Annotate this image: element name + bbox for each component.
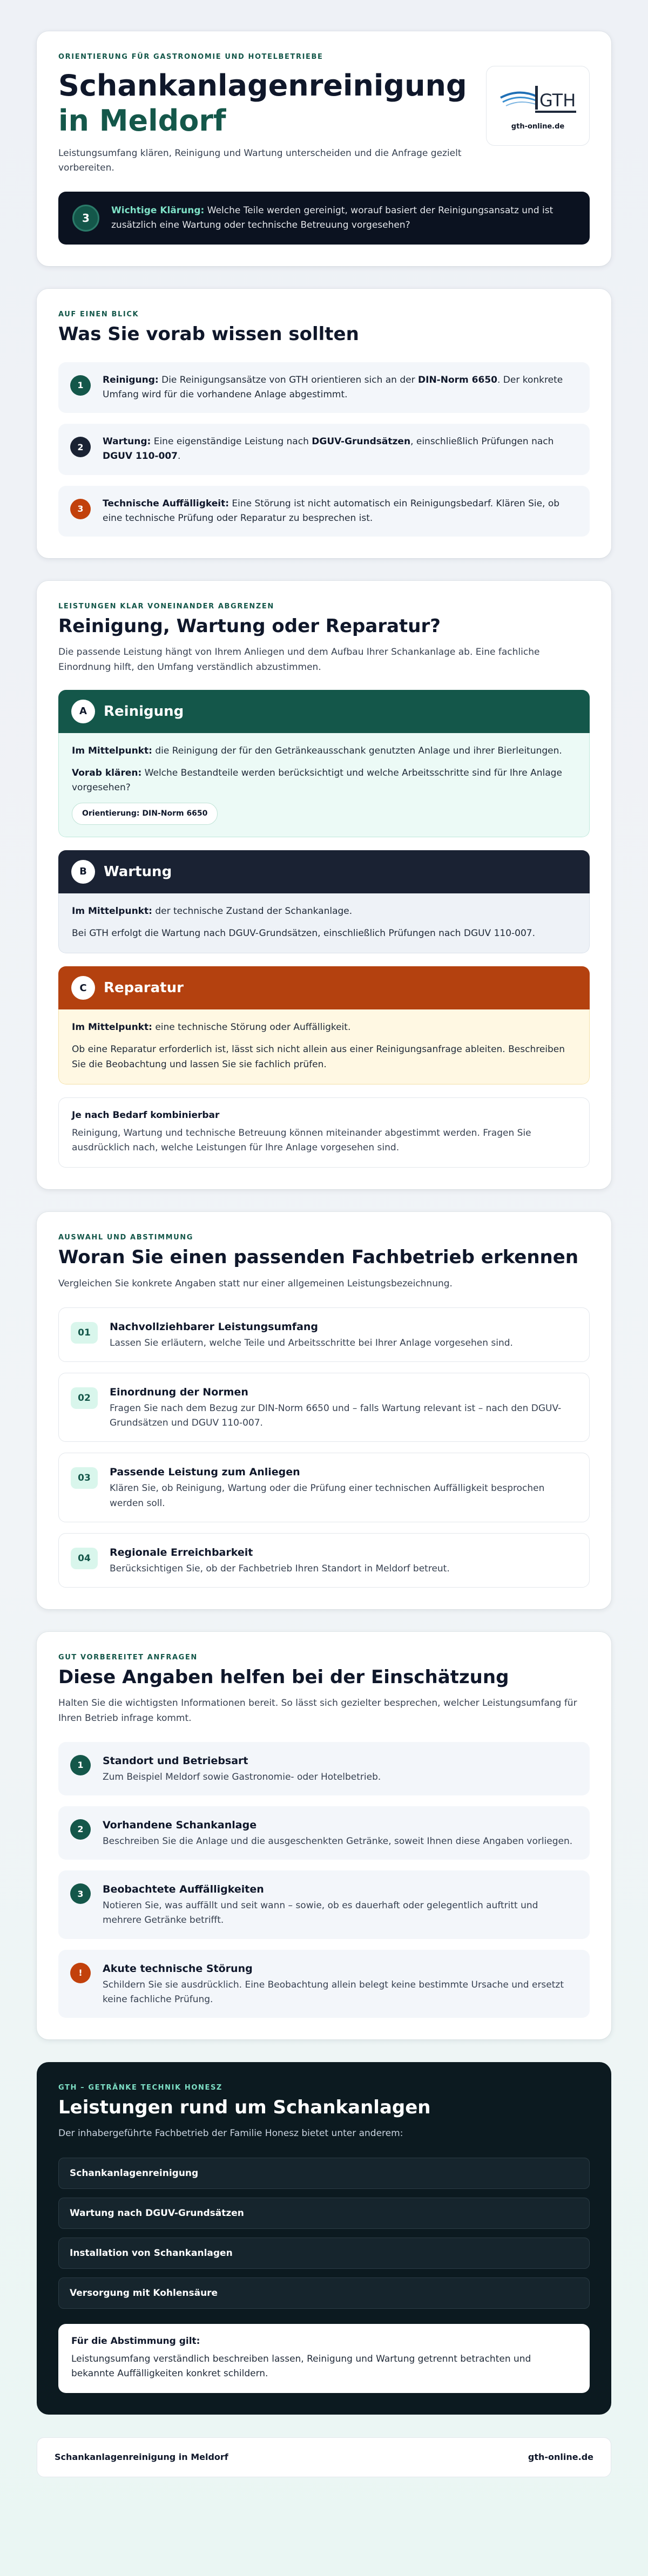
glance-text-part: . Der konkrete Umfang wird für die vorhandene Anlage abgestimmt.: [103, 374, 563, 401]
service-title: Reinigung: [104, 703, 184, 720]
criteria-section: [37, 1212, 611, 1609]
service-header: [58, 690, 590, 733]
callout-label: Wichtige Klärung:: [111, 205, 205, 216]
service-body: [58, 893, 590, 953]
glance-section: [37, 289, 611, 558]
glance-bold: DGUV-Grundsätzen: [312, 436, 411, 448]
prep-item-text: Notieren Sie, was auffällt und seit wann – sowie, ob es dauerhaft oder gelegentlich auftritt und mehrere Getränke betrifft.: [103, 1900, 538, 1926]
page-title: [58, 69, 480, 139]
company-service-item: Wartung nach DGUV-Grundsätzen: [58, 2198, 590, 2229]
criteria-number: 04: [71, 1548, 98, 1569]
criteria-item-title: Einordnung der Normen: [110, 1386, 248, 1398]
important-callout: [58, 192, 590, 245]
service-text: [72, 904, 576, 919]
criteria-number: 02: [71, 1387, 98, 1409]
svg-text:GTH: GTH: [539, 90, 576, 111]
callout-text: [111, 204, 576, 233]
service-badge: B: [71, 860, 95, 884]
glance-label: Wartung:: [103, 436, 151, 448]
service-text-part: eine technische Störung oder Auffälligkeit.: [152, 1022, 351, 1033]
glance-text: [103, 373, 578, 402]
service-label: Im Mittelpunkt:: [72, 1022, 152, 1033]
prep-number: 1: [70, 1755, 91, 1775]
hero-card: [37, 31, 611, 266]
glance-label: Technische Auffälligkeit:: [103, 498, 230, 509]
criteria-item-title: Passende Leistung zum Anliegen: [110, 1466, 300, 1479]
glance-text-part: .: [177, 451, 181, 462]
company-lead: Der inhabergeführte Fachbetrieb der Familie Honesz bietet unter anderem:: [58, 2128, 403, 2139]
hero-lead: Leistungsumfang klären, Reinigung und Wartung unterscheiden und die Anfrage gezielt vorbereiten.: [58, 147, 462, 173]
service-label: Im Mittelpunkt:: [72, 745, 152, 756]
prep-item: [58, 1870, 590, 1938]
criteria-item-title: Nachvollziehbarer Leistungsumfang: [110, 1320, 319, 1333]
hero-eyebrow: ORIENTIERUNG FÜR GASTRONOMIE UND HOTELBETRIEBE: [58, 53, 323, 61]
service-text: [72, 744, 576, 758]
criteria-item: [58, 1453, 590, 1522]
company-eyebrow: GTH – GETRÄNKE TECHNIK HONESZ: [58, 2083, 222, 2092]
callout-body: Welche Teile werden gereinigt, worauf basiert der Reinigungsansatz und ist zusätzlich eine Wartung oder technische Betreuung vorgesehen?: [111, 205, 554, 231]
glance-bold: DGUV 110-007: [103, 451, 178, 462]
service-title: Wartung: [104, 863, 172, 880]
glance-bold: DIN-Norm 6650: [418, 374, 497, 385]
gth-logo-icon: [497, 82, 578, 119]
prep-item-text: Beschreiben Sie die Anlage und die ausgeschenkten Getränke, soweit Ihnen diese Angaben vorliegen.: [103, 1835, 573, 1847]
glance-text-part: Eine Störung ist nicht automatisch ein Reinigungsbedarf. Klären Sie, ob eine technische Prüfung oder Reparatur zu besprechen ist.: [103, 498, 560, 524]
footer-title: Schankanlagenreinigung in Meldorf: [55, 2452, 228, 2463]
glance-text-part: Die Reinigungsansätze von GTH orientieren sich an der: [158, 374, 418, 385]
criteria-number: 03: [71, 1467, 98, 1489]
company-service-item: Installation von Schankanlagen: [58, 2238, 590, 2269]
prep-item-text: Schildern Sie sie ausdrücklich. Eine Beobachtung allein belegt keine bestimmte Ursache und ersetzt keine fachliche Prüfung.: [103, 1979, 564, 2005]
service-text-part: die Reinigung der für den Getränkeausschank genutzten Anlage und ihrer Bierleitungen.: [152, 745, 562, 756]
criteria-title: Woran Sie einen passenden Fachbetrieb erkennen: [58, 1246, 579, 1269]
company-note-text: Leistungsumfang verständlich beschreiben lassen, Reinigung und Wartung getrennt betrachten und bekannte Auffälligkeiten konkret schildern.: [71, 2353, 531, 2379]
criteria-item: [58, 1307, 590, 1362]
company-service-item: Versorgung mit Kohlensäure: [58, 2277, 590, 2309]
service-text-part: der technische Zustand der Schankanlage.: [152, 905, 353, 917]
glance-item-wartung: [58, 424, 590, 474]
prep-item: [58, 1806, 590, 1860]
prep-item-title: Vorhandene Schankanlage: [103, 1819, 257, 1831]
glance-text: [103, 497, 578, 526]
services-eyebrow: LEISTUNGEN KLAR VONEINANDER ABGRENZEN: [58, 602, 274, 611]
glance-text: [103, 435, 578, 464]
glance-number: 3: [70, 499, 91, 519]
service-reinigung: [58, 690, 590, 837]
prep-eyebrow: GUT VORBEREITET ANFRAGEN: [58, 1653, 198, 1662]
company-note-title: Für die Abstimmung gilt:: [71, 2335, 200, 2347]
company-title: Leistungen rund um Schankanlagen: [58, 2096, 431, 2118]
prep-item: [58, 1742, 590, 1795]
criteria-item-text: Berücksichtigen Sie, ob der Fachbetrieb Ihren Standort in Meldorf betreut.: [110, 1563, 450, 1574]
glance-number: 1: [70, 375, 91, 396]
glance-number: 2: [70, 437, 91, 457]
footer-site-link[interactable]: gth-online.de: [528, 2452, 593, 2463]
prep-lead: Halten Sie die wichtigsten Informationen bereit. So lässt sich gezielter besprechen, welcher Leistungsumfang für Ihren Betrieb infrage kommt.: [58, 1698, 577, 1724]
logo-site-text: gth-online.de: [511, 122, 565, 131]
company-logo[interactable]: [486, 66, 590, 146]
combine-text: Reinigung, Wartung und technische Betreuung können miteinander abgestimmt werden. Fragen Sie ausdrücklich nach, welche Leistungen für Ihre Anlage vorgesehen sind.: [72, 1127, 531, 1153]
warning-icon: !: [70, 1963, 91, 1983]
company-note: [58, 2324, 590, 2393]
footer: [37, 2437, 611, 2477]
criteria-item-text: Fragen Sie nach dem Bezug zur DIN-Norm 6650 und – falls Wartung relevant ist – nach den DGUV-Grundsätzen und DGUV 110-007.: [110, 1402, 562, 1429]
prep-number: 2: [70, 1819, 91, 1840]
service-text-part: Welche Bestandteile werden berücksichtigt und welche Arbeitsschritte sind für Ihre Anlage vorgesehen?: [72, 768, 562, 794]
service-text: Bei GTH erfolgt die Wartung nach DGUV-Grundsätzen, einschließlich Prüfungen nach DGUV 110-007.: [72, 927, 536, 939]
criteria-item: [58, 1373, 590, 1442]
service-body: [58, 733, 590, 837]
service-text: Ob eine Reparatur erforderlich ist, lässt sich nicht allein aus einer Reinigungsanfrage ableiten. Beschreiben Sie die Beobachtung und lassen Sie sie fachlich prüfen.: [72, 1044, 565, 1070]
company-service-item: Schankanlagenreinigung: [58, 2158, 590, 2189]
criteria-item: [58, 1533, 590, 1588]
prep-title: Diese Angaben helfen bei der Einschätzung: [58, 1666, 509, 1688]
prep-item-title: Standort und Betriebsart: [103, 1754, 248, 1767]
service-title: Reparatur: [104, 980, 184, 996]
criteria-number: 01: [71, 1322, 98, 1344]
service-badge: A: [71, 700, 95, 723]
criteria-item-title: Regionale Erreichbarkeit: [110, 1546, 253, 1558]
service-header: [58, 850, 590, 893]
services-title: Reinigung, Wartung oder Reparatur?: [58, 615, 441, 637]
service-header: [58, 966, 590, 1009]
services-lead: Die passende Leistung hängt von Ihrem Anliegen und dem Aufbau Ihrer Schankanlage ab. Eine fachliche Einordnung hilft, den Umfang verständlich abzustimmen.: [58, 647, 540, 673]
page-title-line2: in Meldorf: [58, 103, 226, 138]
criteria-lead: Vergleichen Sie konkrete Angaben statt nur einer allgemeinen Leistungsbezeichnung.: [58, 1278, 453, 1289]
service-label: Im Mittelpunkt:: [72, 905, 152, 917]
service-wartung: [58, 850, 590, 953]
glance-item-reinigung: [58, 362, 590, 413]
criteria-item-text: Lassen Sie erläutern, welche Teile und Arbeitsschritte bei Ihrer Anlage vorgesehen sind.: [110, 1337, 513, 1348]
criteria-eyebrow: AUSWAHL UND ABSTIMMUNG: [58, 1233, 194, 1242]
glance-text-part: , einschließlich Prüfungen nach: [410, 436, 554, 448]
service-text: [72, 1020, 576, 1035]
service-badge: C: [71, 976, 95, 1000]
prep-item-text: Zum Beispiel Meldorf sowie Gastronomie- oder Hotelbetrieb.: [103, 1771, 381, 1782]
glance-item-stoerung: [58, 486, 590, 537]
service-label: Vorab klären:: [72, 768, 142, 779]
service-reparatur: [58, 966, 590, 1084]
glance-text-part: Eine eigenständige Leistung nach: [151, 436, 312, 448]
combine-title: Je nach Bedarf kombinierbar: [72, 1109, 220, 1121]
prep-item-title: Beobachtete Auffälligkeiten: [103, 1883, 264, 1896]
prep-item-warning: [58, 1950, 590, 2018]
glance-eyebrow: AUF EINEN BLICK: [58, 310, 139, 319]
service-body: [58, 1009, 590, 1084]
glance-title: Was Sie vorab wissen sollten: [58, 323, 359, 345]
callout-number: 3: [72, 205, 99, 232]
prep-section: [37, 1632, 611, 2039]
glance-label: Reinigung:: [103, 374, 159, 385]
company-section: [37, 2062, 611, 2415]
hero: [58, 53, 590, 175]
prep-number: 3: [70, 1883, 91, 1904]
prep-item-title: Akute technische Störung: [103, 1962, 253, 1975]
criteria-item-text: Klären Sie, ob Reinigung, Wartung oder die Prüfung einer technischen Auffälligkeit besprochen werden soll.: [110, 1483, 545, 1509]
norm-pill: Orientierung: DIN-Norm 6650: [72, 803, 218, 824]
services-section: [37, 581, 611, 1189]
combine-box: [58, 1097, 590, 1168]
service-text: [72, 766, 576, 795]
page-title-line1: Schankanlagenreinigung: [58, 69, 467, 103]
